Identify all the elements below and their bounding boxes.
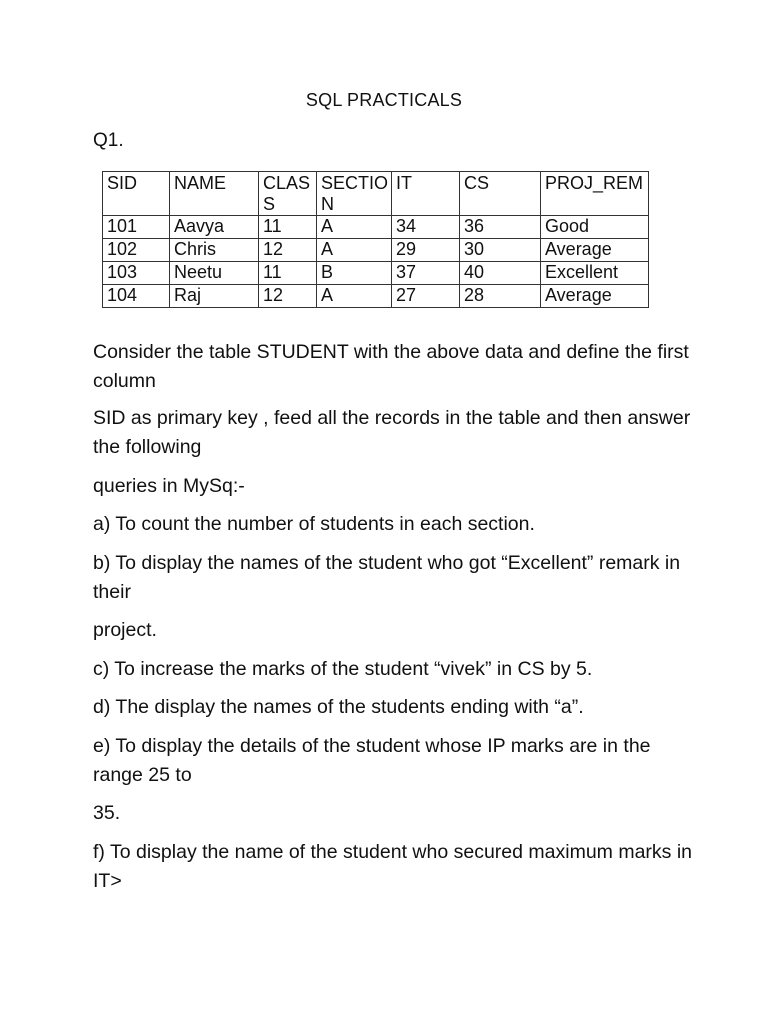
- intro-paragraph-3: queries in MySq:-: [93, 475, 245, 497]
- table-header-row: [103, 172, 649, 216]
- cell-it: 27: [392, 285, 460, 308]
- table-row: [103, 285, 649, 308]
- cell-sid: 102: [103, 239, 170, 262]
- cell-sid: 104: [103, 285, 170, 308]
- question-e: e) To display the details of the student whose IP marks are in the range 25 to: [93, 735, 651, 786]
- cell-it: 37: [392, 262, 460, 285]
- cell-class: 12: [259, 239, 317, 262]
- question-f: f) To display the name of the student who secured maximum marks in IT>: [93, 841, 692, 892]
- cell-section: A: [317, 216, 392, 239]
- cell-proj-rem: Good: [541, 216, 649, 239]
- cell-it: 29: [392, 239, 460, 262]
- intro-paragraph-1: Consider the table STUDENT with the above data and define the first column: [93, 341, 689, 392]
- cell-name: Aavya: [170, 216, 259, 239]
- cell-proj-rem: Average: [541, 239, 649, 262]
- cell-proj-rem: Average: [541, 285, 649, 308]
- cell-name: Raj: [170, 285, 259, 308]
- question-b: b) To display the names of the student who got “Excellent” remark in their: [93, 552, 681, 603]
- question-d: d) The display the names of the students ending with “a”.: [93, 696, 584, 718]
- cell-name: Neetu: [170, 262, 259, 285]
- header-name: NAME: [170, 172, 259, 216]
- header-class: CLASS: [259, 172, 317, 216]
- cell-section: A: [317, 239, 392, 262]
- cell-section: A: [317, 285, 392, 308]
- cell-it: 34: [392, 216, 460, 239]
- cell-class: 12: [259, 285, 317, 308]
- cell-cs: 40: [460, 262, 541, 285]
- cell-sid: 103: [103, 262, 170, 285]
- cell-section: B: [317, 262, 392, 285]
- table-row: [103, 262, 649, 285]
- cell-cs: 36: [460, 216, 541, 239]
- question-label: Q1.: [93, 130, 124, 151]
- cell-class: 11: [259, 216, 317, 239]
- header-section: SECTION: [317, 172, 392, 216]
- cell-cs: 28: [460, 285, 541, 308]
- cell-name: Chris: [170, 239, 259, 262]
- cell-sid: 101: [103, 216, 170, 239]
- header-sid: SID: [103, 172, 170, 216]
- page-title: SQL PRACTICALS: [305, 90, 463, 110]
- student-table: [102, 171, 649, 308]
- cell-class: 11: [259, 262, 317, 285]
- table-row: [103, 239, 649, 262]
- cell-cs: 30: [460, 239, 541, 262]
- question-c: c) To increase the marks of the student “vivek” in CS by 5.: [93, 658, 593, 680]
- header-it: IT: [392, 172, 460, 216]
- header-cs: CS: [460, 172, 541, 216]
- question-e-continued: 35.: [93, 802, 121, 824]
- header-proj-rem: PROJ_REM: [541, 172, 649, 216]
- table-row: [103, 216, 649, 239]
- intro-paragraph-2: SID as primary key , feed all the records in the table and then answer the following: [93, 407, 691, 458]
- question-a: a) To count the number of students in each section.: [93, 513, 535, 535]
- question-b-continued: project.: [93, 619, 157, 641]
- cell-proj-rem: Excellent: [541, 262, 649, 285]
